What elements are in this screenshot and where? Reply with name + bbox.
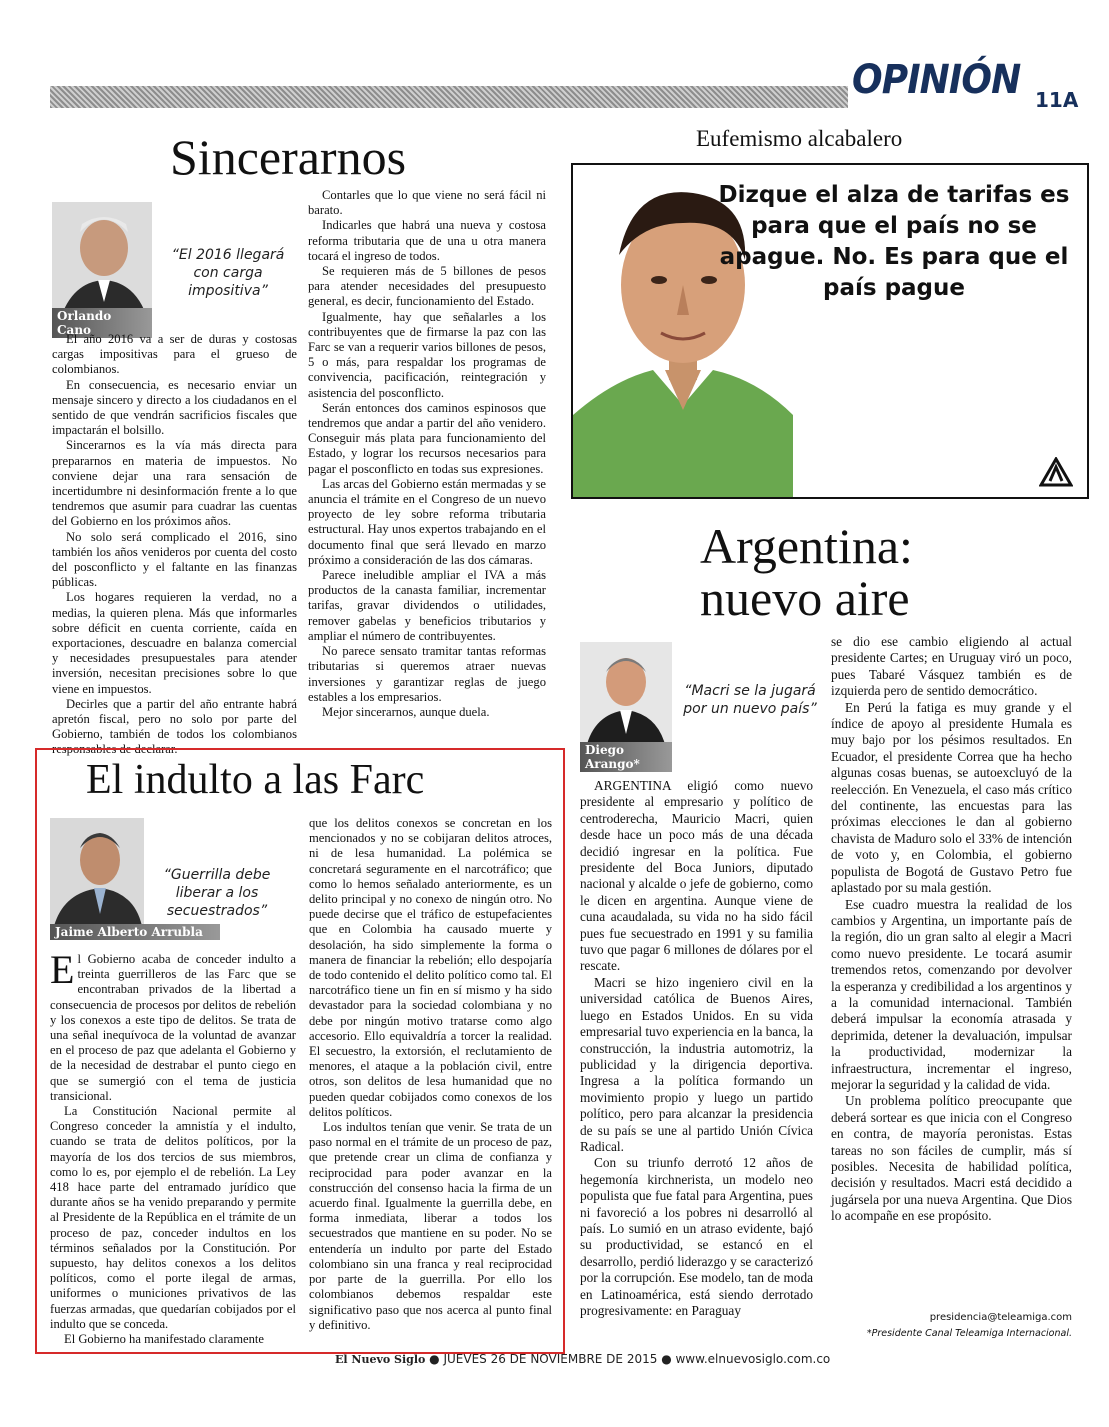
paragraph: No parece sensato tramitar tantas reformas tributarias si queremos atraer nuevas inversiones y garantizar reglas de juego estables a los empresarios.	[308, 644, 546, 704]
article-column-1	[50, 947, 296, 1347]
headline-line: nuevo aire	[700, 570, 910, 626]
paragraph: La Constitución Nacional permite al Congreso conceder la amnistía y el indulto, cuando se trata de delitos políticos, por la mayoría de los dos tercios de sus miembros, como lo es, por ejemplo el de rebelión. La Ley 418 hace parte del entramado jurídico que durante años se ha venido preparando y permite al Presidente de la República en el trámite de un proceso de paz, conceder indultos en los términos señalados por la Constitución. Por supuesto, hay delitos conexos a los delitos políticos, como el porte ilegal de armas, uniformes o municiones privativos de las fuerzas armadas, que quedarían cobijados por el indulto que se conceda.	[50, 1104, 296, 1331]
page-footer	[335, 1352, 1035, 1366]
paragraph: Los hogares requieren la verdad, no a medias, la quieren plena. Más que informarles sobre déficit en cuenta corriente, caída en exportaciones, descuadre en balanza comercial y necesidades presupuestales para atender inversión, necesitan precisiones sobre lo que viene en impuestos.	[52, 590, 297, 696]
bullet-icon: ●	[661, 1352, 676, 1366]
site-url[interactable]: www.elnuevosiglo.com.co	[675, 1352, 831, 1366]
paragraph: Mejor sincerarnos, aunque duela.	[322, 704, 490, 719]
paragraph: Se requieren más de 5 billones de pesos para atender necesidades del presupuesto general, es decir, funcionamiento del Estado.	[308, 264, 546, 309]
portrait-icon	[52, 202, 152, 320]
drop-cap: E	[50, 947, 75, 992]
cartoon-caption: Dizque el alza de tarifas es para que el país no se apague. No. Es para que el país pague	[718, 182, 1070, 301]
paragraph: ARGENTINA eligió como nuevo presidente al empresario y político de centroderecha, Mauricio Macri, quien desde hace un poco más de una década decidió ingresar en la política. Fue presidente del Boca Juniors, diputado nacional y alcalde o jefe de gobierno, como le dicen en argentina. Aunque viene de cuna acaudalada, su vida no ha sido fácil pues fue secuestrado en 1991 y su familia tuvo que pagar 6 millones de dólares por el rescate.	[580, 778, 813, 974]
issue-date: JUEVES 26 DE NOVIEMBRE DE 2015	[443, 1352, 658, 1366]
header-rule	[50, 86, 848, 108]
paragraph: En Perú la fatiga es muy grande y el índice de apoyo al presidente Humala es muy bajo por los pésimos resultados. En Ecuador, el presidente Correa que ha hecho algunas cosas buenas, se autoexcluyó de la reelección. En Venezuela, el caso más crítico del continente, las encuestas para las próximas elecciones le dan al gobierno chavista de Maduro solo el 33% de intención de voto y, en Colombia, el gobierno populista de Bogotá de Gustavo Petro fue aplastado por su mala gestión.	[831, 699, 1072, 896]
paragraph: Igualmente, hay que señalarles a los contribuyentes que de firmarse la paz con las Farc se van a requerir varios billones de pesos, 5 o más, para respaldar los programas de convivencia, pacificación, reintegración y asistencia del posconflicto.	[308, 309, 546, 400]
paragraph: que los delitos conexos se concretan en los mencionados y no se cobijaran delitos atroces, ni de lesa humanidad. La polémica se concretará seguramente en el narcotráfico; que como lo hemos señalado anteriormente, es un delito principal y no conexo de ningún otro. No puede decirse que el tráfico de estupefacientes que en Colombia ha causado muerte y desolación, ha sido simplemente la forma o manera de financiar la rebelión; ello despojaría de todo contenido el delito político como tal. El narcotráfico tiene un fin en sí mismo y ha sido devastador para la sociedad colombiana y no debe por ningún motivo tratarse como algo accesorio. Ello equivaldría a torcer la realidad. El secuestro, la extorsión, el reclutamiento de menores, el ataque a la población civil, entre otros, son delitos de lesa humanidad que no pueden quedar cobijados como conexos de los delitos políticos.	[309, 816, 552, 1119]
paragraph: Las arcas del Gobierno están mermadas y se anuncia el trámite en el Congreso de un nuevo proyecto de ley sobre reforma tributaria estructural. Hay unos expertos trabajando en el documento final que será llevado en marzo próximo a consideración de las dos cámaras.	[308, 476, 546, 567]
paragraph: Con su triunfo derrotó 12 años de hegemonía kirchnerista, un modelo neo populista que fue fatal para Argentina, pues ni favoreció a los pobres ni desarrolló al país. Lo sumió en un atraso evidente, bajó su productividad, se estancó en el desarrollo, perdió liderazgo y se caracterizó por la corrupción. Ese modelo, tan de moda en Latinoamérica, está siendo derrotado progresivamente: en Paraguay	[580, 1155, 813, 1318]
paragraph: Macri se hizo ingeniero civil en la universidad católica de Buenos Aires, luego en Estados Unidos. En su vida empresarial tuvo experiencia en la banca, la construcción, la industria automotriz, la publicidad y la dirigencia deportiva. Ingresa a la política formando un movimiento propio y luego un partido político, pero para alcanzar la presidencia de su país se une al partido Unión Cívica Radical.	[580, 974, 813, 1154]
paragraph: Un problema político preocupante que deberá sortear es que inicia con el Congreso en contra, de mayoría peronistas. Estas tareas no son fáciles de cumplir, más sí posibles. Necesita de habilidad política, decisión y resultados. Macri está decidido a jugársela por una nueva Argentina. Que Dios lo acompañe en ese propósito.	[831, 1093, 1072, 1224]
paragraph: En consecuencia, es necesario enviar un mensaje sincero y directo a los ciudadanos en el sentido de que vendrán sacrificios fiscales que impactarán el bolsillo.	[52, 377, 297, 438]
paragraph: Decirles que a partir del año entrante habrá apretón fiscal, pero no solo por parte del Gobierno, también de todos los colombianos responsables de declarar.	[52, 696, 297, 757]
paragraph: El Gobierno ha manifestado claramente	[64, 1332, 265, 1347]
paragraph: Indicarles que habrá una nueva y costosa reforma tributaria que de una u otra manera tocará el ingreso de todos.	[308, 218, 546, 263]
author-email: presidencia@teleamiga.com	[929, 1312, 1072, 1323]
article-column-2	[308, 188, 546, 720]
columnist-photo	[52, 202, 152, 320]
article-headline: Sincerarnos	[170, 129, 407, 185]
article-headline: El indulto a las Farc	[86, 757, 425, 803]
pull-quote: “El 2016 llegará con carga impositiva”	[171, 247, 285, 299]
paragraph	[50, 947, 296, 1104]
paragraph: Serán entonces dos caminos espinosos que tendremos que andar a partir del año venidero. Conseguir más plata para funcionamiento del Estado, y lograr los recursos necesarios para pagar el posconflicto en todas sus expresiones.	[308, 400, 546, 476]
cartoon-title: Eufemismo alcabalero	[696, 126, 903, 151]
paragraph: Parece ineludible ampliar el IVA a más productos de la canasta familiar, incrementar tarifas, gravar dividendos o utilidades, remover gabelas y beneficios tributarios y ampliar el número de contribuyentes.	[308, 568, 546, 643]
article-column-2	[309, 816, 552, 1333]
paragraph: El año 2016 va a ser de duras y costosas cargas impositivas para el grueso de colombianos.	[52, 332, 297, 377]
paragraph: Ese cuadro muestra la realidad de los cambios y Argentina, un importante país de la región, dio un gran salto al elegir a Macri como nuevo presidente. Le tocará asumir tremendos retos, comenzando por devolver la esperanza y credibilidad a los argentinos y a la comunidad internacional. También deberá impulsar la economía atrasada y deprimida, detener la devaluación, impulsar la productividad, modernizar la infraestructura, incrementar el ingreso, mejorar la seguridad y la calidad de vida.	[831, 896, 1072, 1092]
portrait-icon	[50, 818, 144, 926]
cartoonist-logo	[1039, 457, 1073, 487]
masthead-logo: El Nuevo Siglo	[335, 1353, 426, 1366]
portrait-icon	[580, 642, 672, 748]
article-column-1	[52, 332, 297, 758]
headline-line: Argentina:	[700, 518, 913, 574]
section-title: OPINIÓN	[852, 57, 1021, 103]
article-headline	[700, 520, 913, 624]
paragraph: No solo será complicado el 2016, sino también los años venideros por cuenta del costo del posconflicto y el faltante en las finanzas públicas.	[52, 529, 297, 590]
paragraph: Sincerarnos es la vía más directa para prepararnos en materia de impuestos. No conviene dejar una rara sensación de incertidumbre ni desinformación frente a lo que tendremos que asumir para cuadrar las cuentas del Gobierno en los próximos años.	[52, 438, 297, 529]
article-column-1	[580, 778, 813, 1319]
pull-quote: “Guerrilla debe liberar a los secuestrados”	[163, 867, 271, 919]
columnist-byline: Jaime Alberto Arrubla	[50, 924, 220, 940]
pull-quote: “Macri se la jugará por un nuevo país”	[683, 683, 817, 717]
bullet-icon: ●	[429, 1352, 444, 1366]
author-footnote: *Presidente Canal Teleamiga Internacional.	[866, 1328, 1072, 1339]
paragraph: se dio ese cambio eligiendo al actual presidente Cartes; en Uruguay viró un poco, pues Tabaré Vásquez también es de izquierda pero de sentido democrático.	[831, 634, 1072, 699]
page-number: 11A	[1035, 88, 1079, 112]
columnist-photo	[50, 818, 144, 926]
paragraph: Los indultos tenían que venir. Se trata de un paso normal en el trámite de un proceso de paz, que pretende crear un clima de confianza y reciprocidad para poder avanzar en la construcción del consenso hacia la firma de un acuerdo final. Igualmente la guerrilla debe, en forma inmediata, liberar a todos los secuestrados que mantiene en su poder. No se entendería un indulto por parte del Estado colombiano sin una franca y real reciprocidad por parte de la guerrilla. Por ello los colombianos debemos respaldar este significativo paso que nos acerca al punto final y definitivo.	[309, 1120, 552, 1332]
columnist-byline: Orlando Cano	[52, 308, 152, 338]
paragraph-text: l Gobierno acaba de conceder indulto a treinta guerrilleros de las Farc que se encontraban privados de la libertad a consecuencia de procesos por delitos de rebelión y los conexos a este tipo de delitos. Se trata de una señal inequívoca de la voluntad de avanzar en el proceso de paz que adelanta el Gobierno y de la necesidad de destrabar el punto ciego en que se sumergió con el tema de justicia transicional.	[50, 952, 296, 1103]
paragraph: Contarles que lo que viene no será fácil ni barato.	[308, 188, 546, 218]
columnist-byline: Diego Arango*	[580, 742, 672, 772]
article-column-2	[831, 634, 1072, 1225]
columnist-photo	[580, 642, 672, 748]
